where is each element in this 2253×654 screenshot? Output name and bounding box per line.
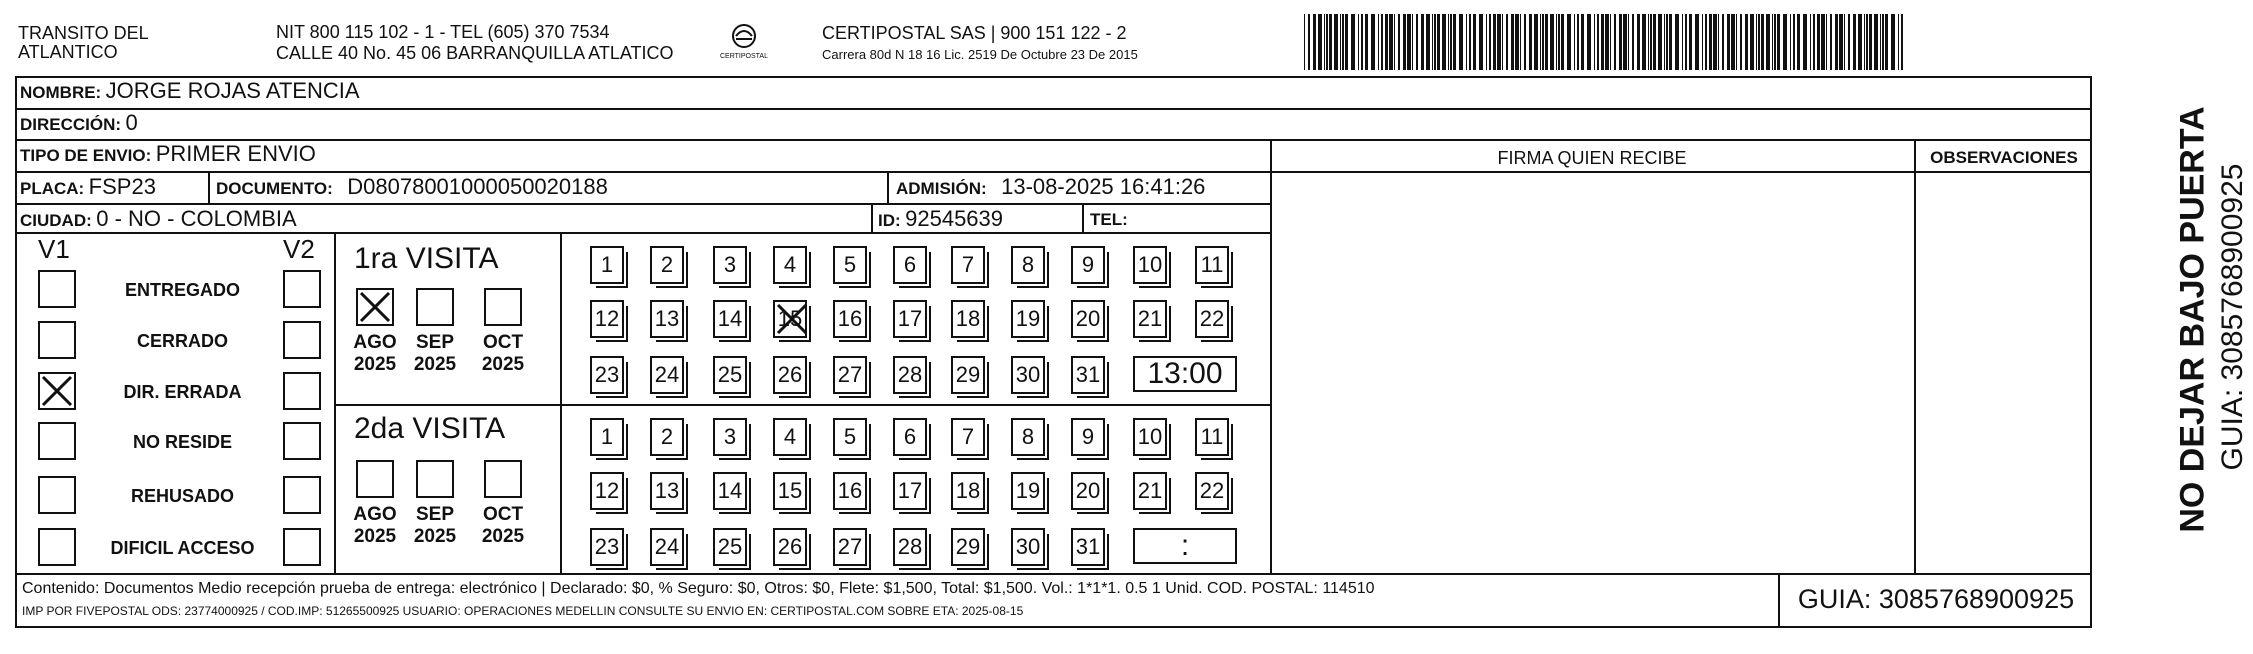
barcode-bar — [1304, 14, 1305, 70]
barcode-bar — [1790, 14, 1791, 70]
visita2-day-box[interactable]: 21 — [1133, 472, 1167, 510]
visita2-day-box[interactable]: 8 — [1011, 418, 1045, 456]
barcode-bar — [1459, 14, 1463, 70]
barcode-bar — [1308, 14, 1310, 70]
admision-label: ADMISIÓN: — [896, 179, 987, 198]
visita2-day-box[interactable]: 31 — [1071, 528, 1105, 566]
visita1-day-box[interactable]: 21 — [1133, 300, 1167, 338]
barcode-bar — [1351, 14, 1355, 70]
direccion-value: 0 — [125, 110, 138, 135]
visita2-day-box[interactable]: 24 — [650, 528, 684, 566]
barcode-bar — [1682, 14, 1683, 70]
visita1-month-checkbox[interactable] — [484, 288, 522, 326]
barcode-bar — [1817, 14, 1820, 70]
barcode-bar — [1473, 14, 1476, 70]
visita1-month-checkbox[interactable] — [356, 288, 394, 326]
barcode-bar — [1722, 14, 1724, 70]
barcode-bar — [1605, 14, 1609, 70]
barcode-graphic — [1304, 14, 1906, 70]
barcode-bar — [1866, 14, 1868, 70]
visita1-day-box[interactable]: 1 — [590, 246, 624, 284]
visita2-time-box[interactable]: : — [1133, 528, 1237, 564]
ciudad-label: CIUDAD: — [20, 211, 92, 230]
barcode-bar — [1793, 14, 1795, 70]
id-label: ID: — [878, 211, 901, 230]
visita1-day-box[interactable]: 25 — [713, 356, 747, 394]
barcode-bar — [1750, 14, 1754, 70]
status-v2-checkbox[interactable] — [283, 422, 321, 460]
nombre-value: JORGE ROJAS ATENCIA — [105, 78, 360, 103]
barcode-bar — [1358, 14, 1359, 70]
visita2-day-box[interactable]: 17 — [893, 472, 927, 510]
visita1-month-label: AGO 2025 — [353, 332, 397, 375]
visita1-time-box[interactable]: 13:00 — [1133, 356, 1237, 392]
barcode-bar — [1502, 14, 1503, 70]
barcode-bar — [1489, 14, 1491, 70]
barcode-bar — [1777, 14, 1780, 70]
visita1-day-box[interactable]: 4 — [773, 246, 807, 284]
status-v1-checkbox[interactable] — [38, 372, 76, 410]
barcode-bar — [1727, 14, 1730, 70]
visita1-month-label: OCT 2025 — [481, 332, 525, 375]
visita2-day-box[interactable]: 23 — [590, 528, 624, 566]
barcode-bar — [1421, 14, 1424, 70]
documento-label: DOCUMENTO: — [216, 179, 333, 198]
barcode-bar — [1666, 14, 1668, 70]
nombre-row — [20, 78, 360, 104]
barcode-bar — [1407, 14, 1411, 70]
visita2-day-box[interactable]: 26 — [773, 528, 807, 566]
visita2-day-box[interactable]: 6 — [893, 418, 927, 456]
visita1-day-box[interactable]: 15 — [773, 300, 807, 338]
barcode-bar — [1772, 14, 1773, 70]
visita1-day-box[interactable]: 22 — [1195, 300, 1229, 338]
direccion-label: DIRECCIÓN: — [20, 115, 122, 134]
barcode-bar — [1821, 14, 1825, 70]
logo-text: CERTIPOSTAL — [720, 53, 768, 60]
barcode-bar — [1426, 14, 1430, 70]
barcode-bar — [1371, 14, 1375, 70]
barcode-bar — [1689, 14, 1692, 70]
status-v2-checkbox[interactable] — [283, 476, 321, 514]
barcode-bar — [1385, 14, 1388, 70]
visita2-day-box[interactable]: 28 — [893, 528, 927, 566]
barcode-bar — [1882, 14, 1884, 70]
barcode-bar — [1835, 14, 1838, 70]
barcode-bar — [1810, 14, 1811, 70]
barcode-bar — [1619, 14, 1622, 70]
barcode-bar — [1774, 14, 1776, 70]
visita2-day-box[interactable]: 22 — [1195, 472, 1229, 510]
barcode-bar — [1664, 14, 1665, 70]
status-v1-checkbox[interactable] — [38, 476, 76, 514]
placa-label: PLACA: — [20, 179, 85, 198]
barcode-bar — [1540, 14, 1541, 70]
certipostal-logo — [716, 22, 772, 66]
visita1-day-box[interactable]: 24 — [650, 356, 684, 394]
tipo-row — [20, 141, 316, 167]
barcode-bar — [1601, 14, 1604, 70]
visita1-day-box[interactable]: 27 — [833, 356, 867, 394]
barcode-bar — [1731, 14, 1735, 70]
tel-label: TEL: — [1090, 210, 1128, 229]
barcode-bar — [1898, 14, 1899, 70]
id-row — [878, 206, 1003, 232]
barcode-bar — [1365, 14, 1368, 70]
visita1-day-box[interactable]: 18 — [951, 300, 985, 338]
visita2-day-box[interactable]: 18 — [951, 472, 985, 510]
visita2-day-box[interactable]: 10 — [1133, 418, 1167, 456]
barcode-bar — [1381, 14, 1383, 70]
nombre-label: NOMBRE: — [20, 83, 102, 102]
barcode-bar — [1830, 14, 1832, 70]
barcode-bar — [1412, 14, 1413, 70]
visita1-day-box[interactable]: 13 — [650, 300, 684, 338]
barcode-bar — [1450, 14, 1452, 70]
barcode-bar — [1334, 14, 1338, 70]
side-warning — [2098, 100, 2248, 550]
barcode-bar — [1520, 14, 1521, 70]
barcode-bar — [1901, 14, 1903, 70]
barcode-bar — [1848, 14, 1850, 70]
documento-value: D08078001000050020188 — [347, 174, 608, 199]
status-label: DIFICIL ACCESO — [110, 538, 255, 558]
visita1-day-box[interactable]: 3 — [713, 246, 747, 284]
direccion-row — [20, 110, 138, 136]
barcode-bar — [1675, 14, 1679, 70]
barcode-bar — [1466, 14, 1467, 70]
barcode-bar — [1493, 14, 1496, 70]
barcode-bar — [1713, 14, 1717, 70]
barcode-bar — [1542, 14, 1544, 70]
visita2-month-label: OCT 2025 — [481, 504, 525, 547]
visita2-month-checkbox[interactable] — [484, 460, 522, 498]
barcode-bar — [1442, 14, 1446, 70]
barcode-bar — [1497, 14, 1501, 70]
org-line1: TRANSITO DEL — [18, 23, 149, 43]
status-v2-checkbox[interactable] — [283, 528, 321, 566]
status-v1-checkbox[interactable] — [38, 270, 76, 308]
status-label: DIR. ERRADA — [123, 382, 242, 402]
barcode-bar — [1803, 14, 1807, 70]
barcode-bar — [1567, 14, 1571, 70]
visita2-day-box[interactable]: 4 — [773, 418, 807, 456]
visita2-month-label: SEP 2025 — [413, 504, 457, 547]
visita1-title: 1ra VISITA — [354, 242, 499, 275]
visita2-day-box[interactable]: 3 — [713, 418, 747, 456]
barcode-bar — [1705, 14, 1707, 70]
nit-block — [276, 22, 674, 64]
admision-row — [896, 174, 1205, 200]
visita2-title: 2da VISITA — [354, 412, 506, 445]
barcode-bar — [1556, 14, 1557, 70]
barcode-bar — [1869, 14, 1872, 70]
barcode-bar — [1766, 14, 1770, 70]
barcode-bar — [1581, 14, 1584, 70]
barcode-bar — [1558, 14, 1560, 70]
barcode-bar — [1486, 14, 1487, 70]
barcode-bar — [1361, 14, 1363, 70]
visita1-day-box[interactable]: 5 — [833, 246, 867, 284]
x-mark-icon — [358, 290, 392, 324]
barcode-bar — [1756, 14, 1757, 70]
status-v1-checkbox[interactable] — [38, 321, 76, 359]
nit-line1: NIT 800 115 102 - 1 - TEL (605) 370 7534 — [276, 22, 610, 42]
visita1-day-box[interactable]: 12 — [590, 300, 624, 338]
status-v1-checkbox[interactable] — [38, 422, 76, 460]
barcode-bar — [1658, 14, 1662, 70]
visita1-day-box[interactable]: 30 — [1011, 356, 1045, 394]
status-v2-checkbox[interactable] — [283, 321, 321, 359]
visita2-month-checkbox[interactable] — [416, 460, 454, 498]
barcode-bar — [1736, 14, 1737, 70]
barcode-bar — [1434, 14, 1436, 70]
visita1-day-box[interactable]: 6 — [893, 246, 927, 284]
visita2-day-box[interactable]: 30 — [1011, 528, 1045, 566]
placa-row — [20, 174, 156, 200]
visita2-day-box[interactable]: 2 — [650, 418, 684, 456]
barcode-bar — [1587, 14, 1591, 70]
tipo-label: TIPO DE ENVIO: — [20, 146, 152, 165]
visita1-day-box[interactable]: 19 — [1011, 300, 1045, 338]
visita2-day-box[interactable]: 19 — [1011, 472, 1045, 510]
barcode-bar — [1479, 14, 1483, 70]
company-line2: Carrera 80d N 18 16 Lic. 2519 De Octubre 23 De 2015 — [822, 47, 1138, 62]
visita1-day-box[interactable]: 17 — [893, 300, 927, 338]
barcode-bar — [1453, 14, 1456, 70]
ciudad-value: 0 - NO - COLOMBIA — [96, 206, 297, 231]
barcode-bar — [1416, 14, 1418, 70]
v1-label: V1 — [38, 234, 70, 264]
barcode-bar — [1403, 14, 1406, 70]
barcode-bar — [1637, 14, 1640, 70]
barcode-bar — [1511, 14, 1514, 70]
visita2-day-box[interactable]: 9 — [1071, 418, 1105, 456]
visita2-day-box[interactable]: 11 — [1195, 418, 1229, 456]
barcode-bar — [1758, 14, 1760, 70]
visita1-day-box[interactable]: 9 — [1071, 246, 1105, 284]
barcode-bar — [1874, 14, 1878, 70]
barcode-bar — [1853, 14, 1856, 70]
visita2-day-box[interactable]: 13 — [650, 472, 684, 510]
barcode-bar — [1718, 14, 1719, 70]
firma-label: FIRMA QUIEN RECIBE — [1497, 148, 1687, 168]
visita1-day-box[interactable]: 2 — [650, 246, 684, 284]
visita2-day-box[interactable]: 25 — [713, 528, 747, 566]
x-mark-icon — [775, 302, 809, 336]
visita1-day-box[interactable]: 20 — [1071, 300, 1105, 338]
status-v2-checkbox[interactable] — [283, 270, 321, 308]
barcode-bar — [1614, 14, 1616, 70]
barcode-bar — [1709, 14, 1712, 70]
admision-value: 13-08-2025 16:41:26 — [1001, 174, 1206, 199]
visita2-day-box[interactable]: 27 — [833, 528, 867, 566]
barcode-bar — [1448, 14, 1449, 70]
footer-line1: Contenido: Documentos Medio recepción prueba de entrega: electrónico | Declarado: $0, % Seguro: $0, Otros: $0, Flete: $1,500, Total: $1,500. Vol.: 1*1*1. 0.5 1 Unid. COD. POSTAL: 114510 — [22, 580, 1375, 597]
barcode-bar — [1702, 14, 1703, 70]
barcode-bar — [1813, 14, 1815, 70]
barcode-bar — [1597, 14, 1599, 70]
barcode-bar — [1345, 14, 1348, 70]
barcode-bar — [1529, 14, 1532, 70]
logo-icon — [724, 22, 764, 52]
company-line1: CERTIPOSTAL SAS | 900 151 122 - 2 — [822, 23, 1127, 43]
barcode-bar — [1891, 14, 1895, 70]
visita2-month-label: AGO 2025 — [353, 504, 397, 547]
barcode-bar — [1826, 14, 1827, 70]
visita1-day-box[interactable]: 29 — [951, 356, 985, 394]
barcode-bar — [1398, 14, 1400, 70]
visita1-day-box[interactable]: 31 — [1071, 356, 1105, 394]
status-v1-checkbox[interactable] — [38, 528, 76, 566]
barcode-bar — [1378, 14, 1379, 70]
visita2-day-box[interactable]: 29 — [951, 528, 985, 566]
documento-row — [216, 174, 608, 200]
visita2-day-box[interactable]: 20 — [1071, 472, 1105, 510]
barcode-bar — [1695, 14, 1699, 70]
barcode-bar — [1648, 14, 1649, 70]
visita2-day-box[interactable]: 12 — [590, 472, 624, 510]
barcode-bar — [1844, 14, 1845, 70]
visita1-day-box[interactable]: 10 — [1133, 246, 1167, 284]
barcode-bar — [1685, 14, 1687, 70]
visita1-day-box[interactable]: 8 — [1011, 246, 1045, 284]
barcode-bar — [1577, 14, 1579, 70]
visita2-day-box[interactable]: 16 — [833, 472, 867, 510]
visita1-day-box[interactable]: 28 — [893, 356, 927, 394]
barcode-bar — [1594, 14, 1595, 70]
barcode-bar — [1394, 14, 1395, 70]
barcode-bar — [1745, 14, 1748, 70]
visita1-day-box[interactable]: 26 — [773, 356, 807, 394]
barcode-bar — [1628, 14, 1629, 70]
barcode-bar — [1880, 14, 1881, 70]
visita1-day-box[interactable]: 23 — [590, 356, 624, 394]
barcode-bar — [1761, 14, 1764, 70]
id-value: 92545639 — [905, 206, 1004, 231]
barcode-bar — [1324, 14, 1325, 70]
barcode-bar — [1329, 14, 1332, 70]
visita1-month-label: SEP 2025 — [413, 332, 457, 375]
barcode-bar — [1469, 14, 1471, 70]
barcode-bar — [1506, 14, 1508, 70]
x-mark-icon — [40, 374, 74, 408]
visita1-day-box[interactable]: 14 — [713, 300, 747, 338]
barcode-bar — [1326, 14, 1328, 70]
status-label: NO RESIDE — [132, 432, 233, 452]
company-block — [822, 22, 1138, 66]
visita1-day-box[interactable]: 7 — [951, 246, 985, 284]
barcode-bar — [1545, 14, 1548, 70]
barcode-bar — [1864, 14, 1865, 70]
visita1-month-checkbox[interactable] — [416, 288, 454, 326]
visita2-month-checkbox[interactable] — [356, 460, 394, 498]
barcode-bar — [1313, 14, 1316, 70]
barcode-bar — [1797, 14, 1800, 70]
barcode-bar — [1340, 14, 1341, 70]
visita2-day-box[interactable]: 7 — [951, 418, 985, 456]
tipo-value: PRIMER ENVIO — [155, 141, 316, 166]
footer-guia: GUIA: 3085768900925 — [1797, 584, 2075, 614]
barcode-bar — [1574, 14, 1575, 70]
v2-label: V2 — [283, 234, 315, 264]
visita1-day-box[interactable]: 11 — [1195, 246, 1229, 284]
status-label: ENTREGADO — [124, 280, 240, 300]
visita1-day-box[interactable]: 16 — [833, 300, 867, 338]
barcode-bar — [1783, 14, 1787, 70]
barcode-bar — [1650, 14, 1652, 70]
status-label: REHUSADO — [130, 486, 234, 506]
nit-line2: CALLE 40 No. 45 06 BARRANQUILLA ATLATICO — [276, 43, 674, 63]
barcode-bar — [1885, 14, 1888, 70]
barcode-bar — [1437, 14, 1440, 70]
barcode-bar — [1839, 14, 1843, 70]
barcode-bar — [1515, 14, 1519, 70]
ciudad-row — [20, 206, 297, 232]
barcode — [1304, 14, 1906, 70]
barcode-bar — [1432, 14, 1433, 70]
barcode-bar — [1740, 14, 1742, 70]
visita2-day-box[interactable]: 14 — [713, 472, 747, 510]
org-line2: ATLANTICO — [18, 42, 118, 62]
barcode-bar — [1858, 14, 1862, 70]
status-v2-checkbox[interactable] — [283, 372, 321, 410]
observaciones-label: OBSERVACIONES — [1930, 148, 2078, 167]
placa-value: FSP23 — [88, 174, 156, 199]
visita2-day-box[interactable]: 5 — [833, 418, 867, 456]
status-label: CERRADO — [136, 331, 228, 351]
visita2-day-box[interactable]: 1 — [590, 418, 624, 456]
side-guia-text: GUIA: 3085768900925 — [2216, 163, 2249, 471]
barcode-bar — [1623, 14, 1627, 70]
barcode-bar — [1389, 14, 1393, 70]
barcode-bar — [1642, 14, 1646, 70]
barcode-bar — [1561, 14, 1564, 70]
barcode-bar — [1534, 14, 1538, 70]
footer-line2: IMP POR FIVEPOSTAL ODS: 23774000925 / COD.IMP: 51265500925 USUARIO: OPERACIONES MEDELLIN CONSULTE SU ENVIO EN: CERTIPOSTAL.COM SOBRE ETA: 2025-08-15 — [22, 604, 1024, 618]
barcode-bar — [1342, 14, 1344, 70]
barcode-bar — [1524, 14, 1526, 70]
barcode-bar — [1669, 14, 1672, 70]
side-big-text: NO DEJAR BAJO PUERTA — [2173, 106, 2212, 533]
visita2-day-box[interactable]: 15 — [773, 472, 807, 510]
barcode-bar — [1632, 14, 1634, 70]
barcode-bar — [1610, 14, 1611, 70]
barcode-bar — [1550, 14, 1554, 70]
barcode-bar — [1318, 14, 1322, 70]
org-name — [18, 24, 149, 62]
barcode-bar — [1653, 14, 1656, 70]
